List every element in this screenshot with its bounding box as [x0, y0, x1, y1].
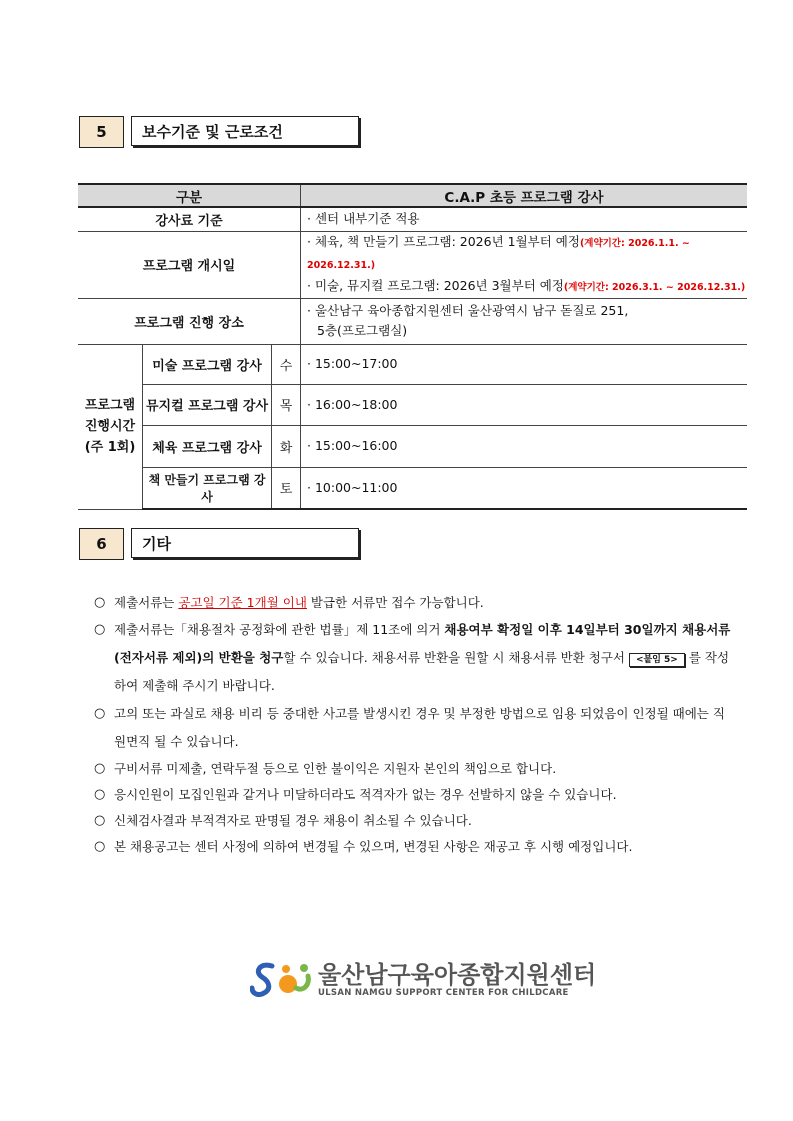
note-text: 응시인원이 모집인원과 같거나 미달하더라도 적격자가 없는 경우 선발하지 않을 수 있습니다.	[114, 787, 617, 802]
section-6-header	[79, 528, 359, 560]
note-text: 제출서류는	[114, 595, 179, 610]
place-label: 프로그램 진행 장소	[78, 298, 301, 344]
note-text: 를 작성하여 제출해 주시기 바랍니다.	[114, 650, 730, 693]
program-day: 화	[272, 425, 301, 467]
time-label-line1: 프로그램	[84, 398, 136, 413]
list-item	[94, 700, 734, 756]
table-row	[78, 425, 747, 467]
attachment-tag: <붙임 5>	[629, 653, 685, 667]
list-item	[94, 808, 734, 834]
header-position: C.A.P 초등 프로그램 강사	[301, 184, 748, 207]
contract-note-2: (계약기간: 2026.3.1. ~ 2026.12.31.)	[563, 281, 746, 293]
table-row	[78, 344, 747, 384]
logo-korean-name: 울산남구육아종합지원센터	[318, 961, 597, 989]
center-logo	[250, 958, 596, 1002]
program-name: 뮤지컬 프로그램 강사	[143, 384, 272, 425]
place-line1: · 울산남구 육아종합지원센터 울산광역시 남구 돋질로 251,	[307, 303, 629, 318]
program-name: 체육 프로그램 강사	[143, 425, 272, 467]
program-time: · 15:00~16:00	[301, 425, 748, 467]
table-header-row	[78, 184, 747, 207]
table-row	[78, 467, 747, 509]
fee-label: 강사료 기준	[78, 207, 301, 231]
notes-list	[94, 590, 734, 860]
section-5-header	[79, 116, 359, 148]
bold-text: 채용여부 확정일 이후 14일부터 30일까지 채용서류(전자서류 제외)의 반환을 청구	[114, 622, 731, 665]
start-label: 프로그램 개시일	[78, 231, 301, 298]
table-row	[78, 231, 747, 298]
time-label-line2: 진행시간	[84, 419, 136, 434]
logo-english-name: ULSAN NAMGU SUPPORT CENTER FOR CHILDCARE	[318, 988, 569, 998]
highlight-text: 공고일 기준 1개월 이내	[178, 595, 307, 610]
circle-bullet-icon: ○	[94, 595, 106, 610]
place-value	[301, 298, 748, 344]
section-number: 6	[79, 528, 124, 560]
note-text: 구비서류 미제출, 연락두절 등으로 인한 불이익은 지원자 본인의 책임으로 합니다.	[114, 761, 557, 776]
program-day: 수	[272, 344, 301, 384]
start-line2: · 미술, 뮤지컬 프로그램: 2026년 3월부터 예정	[307, 277, 564, 293]
program-day: 토	[272, 467, 301, 509]
start-line1: · 체육, 책 만들기 프로그램: 2026년 1월부터 예정	[307, 233, 580, 249]
note-text: 고의 또는 과실로 채용 비리 등 중대한 사고를 발생시킨 경우 및 부정한 방법으로 임용 되었음이 인정될 때에는 직원면직 될 수 있습니다.	[114, 706, 725, 749]
list-item	[94, 756, 734, 782]
note-text: 신체검사결과 부적격자로 판명될 경우 채용이 취소될 수 있습니다.	[114, 813, 472, 828]
table-row	[78, 207, 747, 231]
time-label-line3: (주 1회)	[84, 440, 136, 455]
program-day: 목	[272, 384, 301, 425]
conditions-table	[78, 183, 747, 510]
logo-mark-icon	[250, 958, 314, 1002]
program-name: 미술 프로그램 강사	[143, 344, 272, 384]
list-item	[94, 782, 734, 808]
circle-bullet-icon: ○	[94, 706, 106, 721]
list-item	[94, 834, 734, 860]
section-title: 보수기준 및 근로조건	[131, 116, 359, 146]
circle-bullet-icon: ○	[94, 761, 106, 776]
section-number: 5	[79, 116, 124, 148]
note-text: 본 채용공고는 센터 사정에 의하여 변경될 수 있으며, 변경된 사항은 재공고 후 시행 예정입니다.	[114, 839, 633, 854]
program-time: · 16:00~18:00	[301, 384, 748, 425]
program-time: · 15:00~17:00	[301, 344, 748, 384]
table-row	[78, 298, 747, 344]
header-category: 구분	[78, 184, 301, 207]
note-text: 발급한 서류만 접수 가능합니다.	[306, 595, 484, 610]
circle-bullet-icon: ○	[94, 622, 106, 637]
section-title: 기타	[131, 528, 359, 558]
list-item	[94, 590, 734, 616]
table-row	[78, 384, 747, 425]
place-line2: 5층(프로그램실)	[317, 323, 408, 338]
circle-bullet-icon: ○	[94, 813, 106, 828]
circle-bullet-icon: ○	[94, 839, 106, 854]
program-time: · 10:00~11:00	[301, 467, 748, 509]
time-label	[78, 344, 143, 509]
circle-bullet-icon: ○	[94, 787, 106, 802]
program-name: 책 만들기 프로그램 강사	[143, 467, 272, 509]
fee-value: · 센터 내부기준 적용	[301, 207, 748, 231]
contract-note-1: (계약기간: 2026.1.1. ~ 2026.12.31.)	[307, 237, 690, 271]
list-item	[94, 616, 734, 700]
note-text: 제출서류는「채용절차 공정화에 관한 법률」제 11조에 의거	[114, 622, 445, 637]
note-text: 할 수 있습니다. 채용서류 반환을 원할 시 채용서류 반환 청구서	[283, 650, 629, 665]
start-value	[301, 231, 748, 298]
